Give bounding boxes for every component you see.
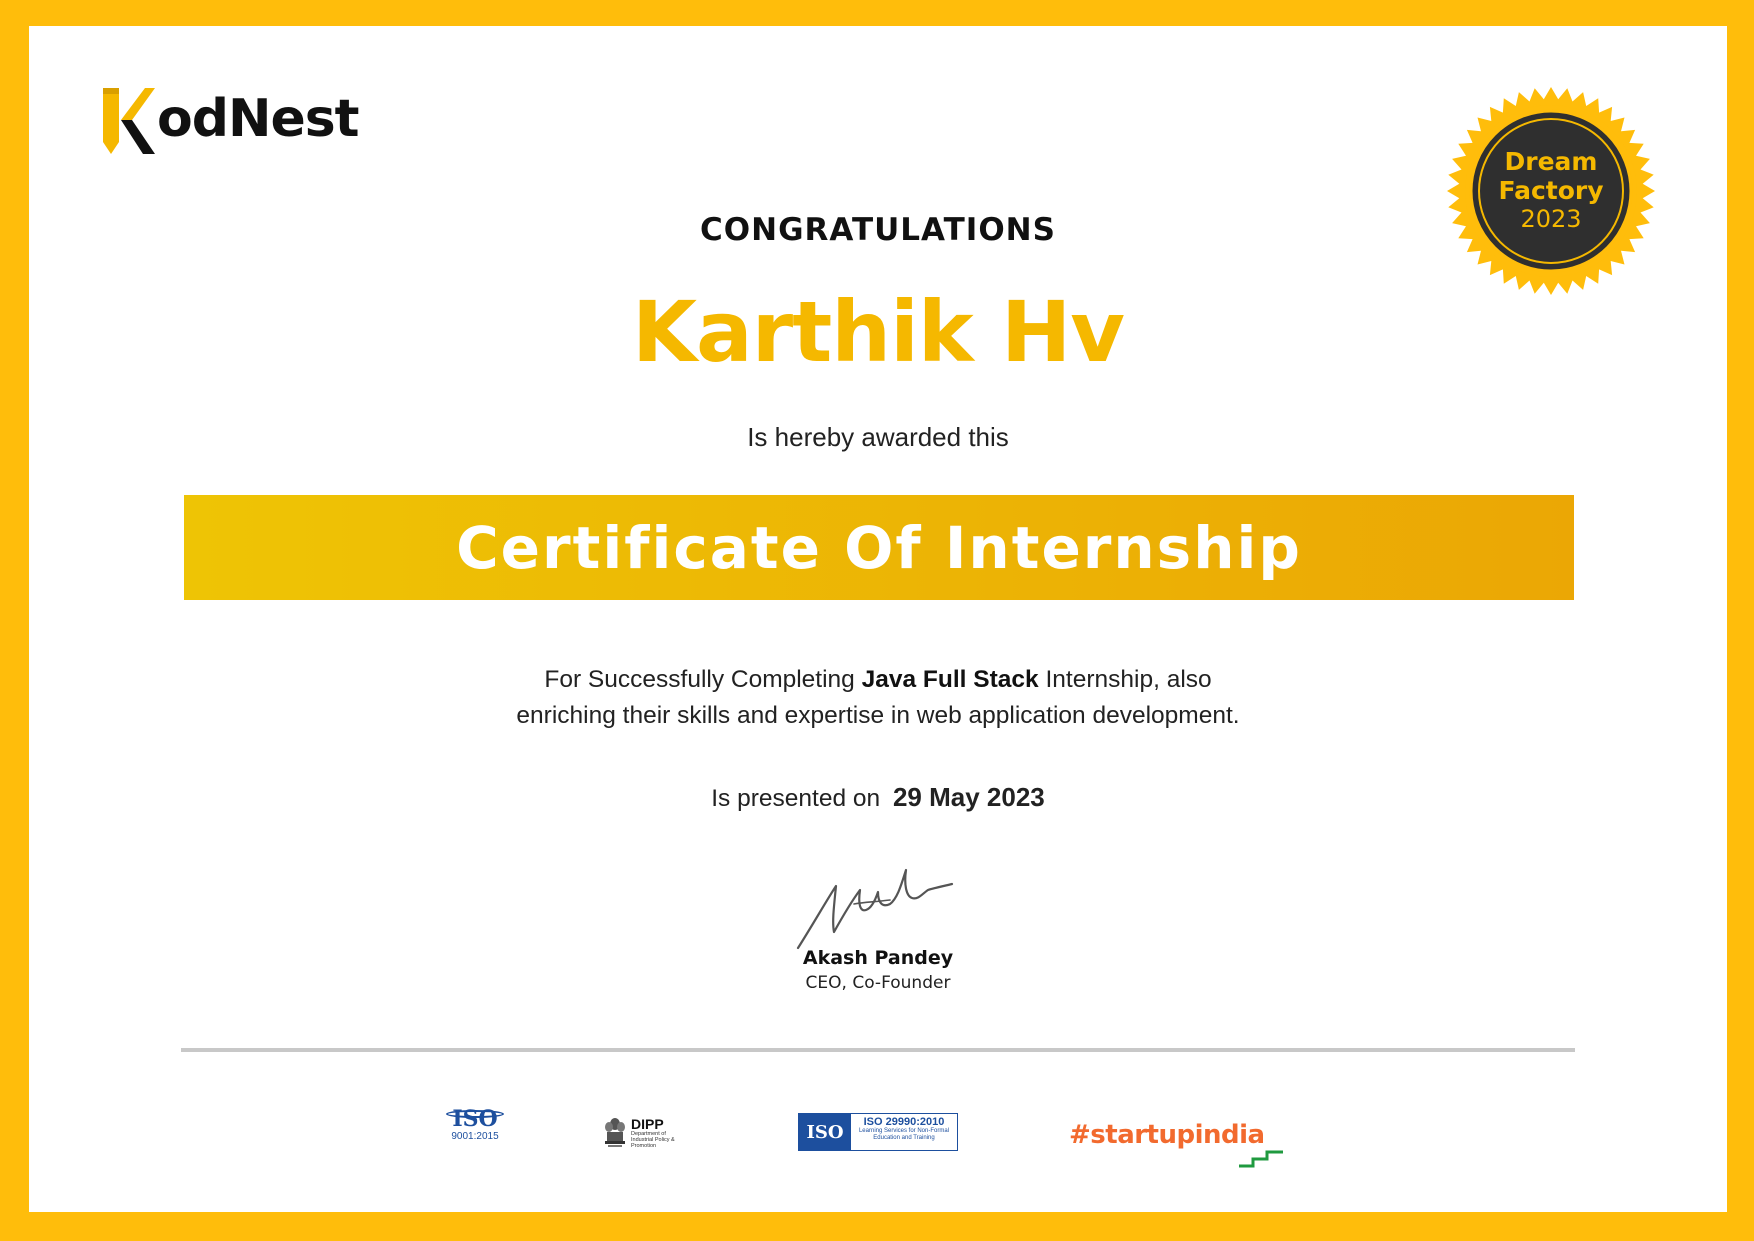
- iso-9001-code: 9001:2015: [451, 1131, 499, 1142]
- dream-factory-seal: [1445, 85, 1657, 297]
- certificate-title: Certificate Of Internship: [456, 513, 1302, 582]
- iso-29990-description: Learning Services for Non-Formal Education and Training: [858, 1128, 950, 1142]
- description-suffix: Internship, also: [1045, 666, 1212, 693]
- iso-29990-code: ISO 29990:2010: [863, 1116, 945, 1128]
- certificate-sheet: [29, 26, 1727, 1212]
- startup-india-steps-icon: [1239, 1148, 1289, 1168]
- logo-wordmark: odNest: [157, 89, 359, 149]
- presented-label: Is presented on: [711, 785, 881, 812]
- certificate-title-banner: [184, 495, 1574, 600]
- description-prefix: For Successfully Completing: [544, 666, 855, 693]
- seal-line-3: 2023: [1520, 204, 1582, 233]
- completion-description: [29, 662, 1727, 734]
- footer-divider: [181, 1048, 1575, 1052]
- dipp-title: DIPP: [631, 1115, 664, 1132]
- description-line-2: enriching their skills and expertise in web application development.: [516, 702, 1240, 729]
- startup-india-text: #startupindia: [1069, 1120, 1265, 1150]
- dipp-badge: [604, 1116, 689, 1150]
- startup-india-badge: [1069, 1122, 1289, 1170]
- signature-icon: [794, 868, 954, 952]
- congratulations-heading: CONGRATULATIONS: [700, 212, 1056, 248]
- iso-29990-logo: ISO: [799, 1114, 851, 1150]
- iso-29990-badge: [798, 1113, 958, 1151]
- iso-9001-badge: [444, 1108, 506, 1156]
- recipient-name: Karthik Hv: [631, 283, 1125, 381]
- signatory-name: Akash Pandey: [802, 947, 954, 969]
- presentation-line: [29, 782, 1727, 813]
- kodnest-logo: [99, 82, 359, 156]
- dipp-subtitle: Department of Industrial Policy & Promotion: [631, 1130, 675, 1150]
- presentation-date: 29 May 2023: [892, 782, 1045, 812]
- seal-line-2: Factory: [1498, 176, 1604, 206]
- award-intro: Is hereby awarded this: [747, 422, 1009, 452]
- signatory-title: CEO, Co-Founder: [805, 973, 951, 993]
- seal-line-1: Dream: [1504, 147, 1598, 177]
- national-emblem-icon: [604, 1117, 626, 1149]
- iso-9001-word: ISO: [452, 1106, 498, 1132]
- pencil-k-logo-icon: [99, 82, 155, 156]
- program-name: Java Full Stack: [861, 666, 1039, 693]
